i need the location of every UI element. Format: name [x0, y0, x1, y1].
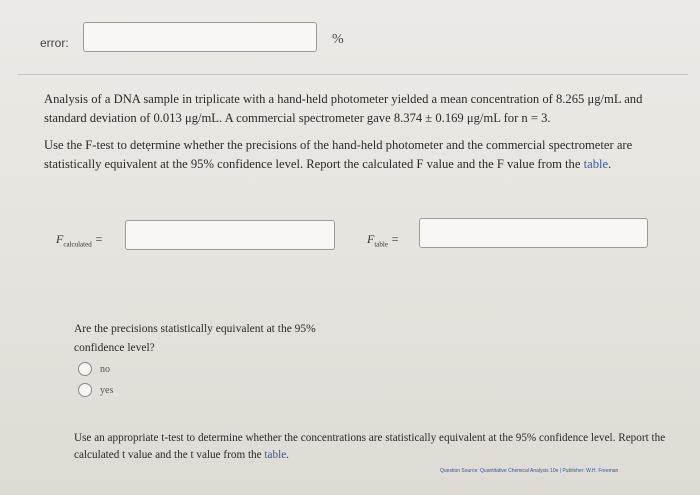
- option-no[interactable]: [78, 362, 110, 376]
- problem-paragraph-2-text: Use the F-test to detẹrmine whether the precisions of the hand-held photometer and the commercial spectrometer are statistically equivalent at the 95% confidence level. Report the calculated F value and the F value from the: [44, 138, 633, 171]
- f-table-subscript: table: [374, 240, 388, 249]
- radio-no[interactable]: [78, 362, 92, 376]
- percent-unit: %: [332, 32, 344, 47]
- f-calculated-subscript: calculated: [63, 240, 92, 249]
- error-input[interactable]: [83, 22, 317, 52]
- section-divider: [18, 74, 688, 75]
- problem-paragraph-1: Analysis of a DNA sample in triplicate with a hand-held photometer yielded a mean concentration of 8.265 μg/mL and standard deviation of 0.013 μg/mL. A commercial spectrometer gave 8.374 ± 0.169 μg/mL for n = 3.: [44, 92, 643, 125]
- ttest-text: Use an appropriate t-test to determine whether the concentrations are statistically equivalent at the 95% confidence level. Report the calculated t value and the t value from the: [74, 432, 666, 461]
- f-calculated-input[interactable]: [125, 220, 335, 250]
- f-calculated-equals: =: [91, 232, 103, 246]
- f-calculated-symbol: F: [56, 232, 64, 246]
- f-table-symbol: F: [367, 232, 375, 246]
- option-no-label: no: [100, 363, 110, 375]
- radio-yes[interactable]: [78, 383, 92, 397]
- ttest-instruction: [74, 430, 674, 464]
- f-values-row: [56, 220, 656, 254]
- option-yes-label: yes: [100, 384, 114, 396]
- ttest-end: .: [286, 449, 289, 461]
- error-label: error:: [40, 36, 69, 50]
- question-source[interactable]: Question Source: Quantitative Chemical Analysis 10e | Publisher: W.H. Freeman: [440, 468, 619, 474]
- table-link[interactable]: table: [583, 157, 609, 171]
- f-calculated-label: [56, 232, 103, 248]
- precision-question: Are the precisions statistically equivalent at the 95% confidence level?: [74, 323, 316, 354]
- f-table-equals: =: [387, 232, 400, 246]
- problem-paragraph-2: [44, 136, 674, 174]
- ttest-table-link[interactable]: table: [264, 449, 287, 461]
- f-table-input[interactable]: [419, 218, 648, 248]
- f-table-label: [367, 232, 399, 248]
- error-row: [40, 26, 400, 56]
- problem-statement: [44, 90, 674, 182]
- option-yes[interactable]: [78, 383, 113, 397]
- problem-paragraph-2-end: .: [608, 157, 612, 171]
